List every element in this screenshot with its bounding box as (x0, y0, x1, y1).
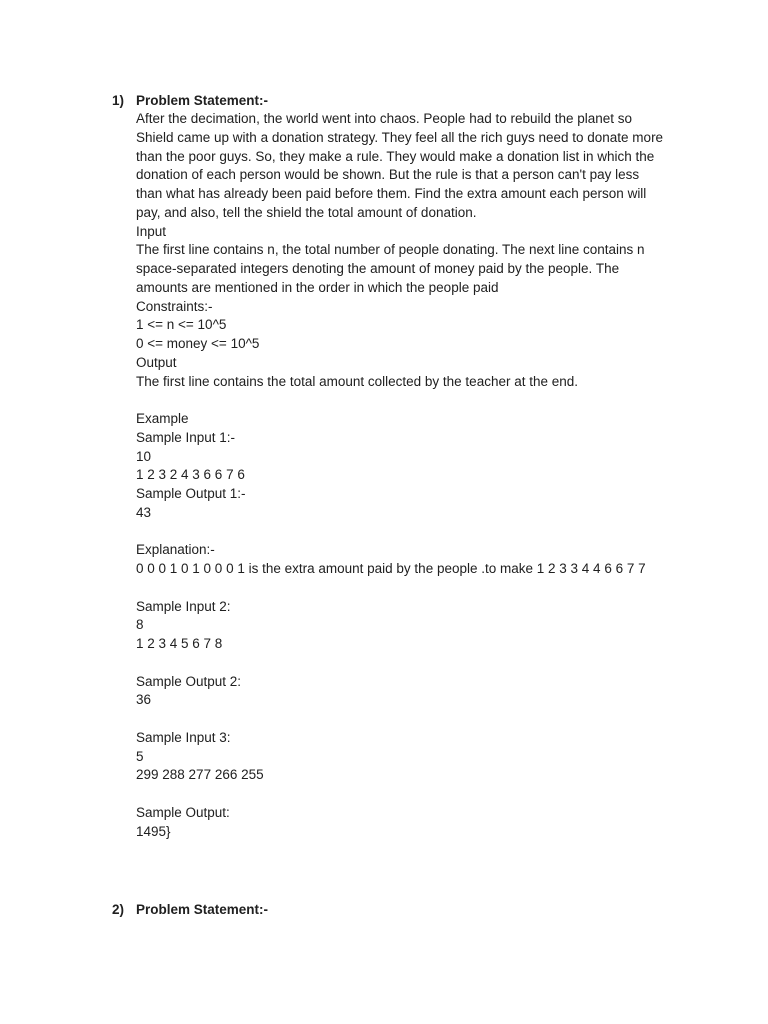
sample-input-2-label: Sample Input 2: (136, 598, 231, 614)
sample-input-2-line: 1 2 3 4 5 6 7 8 (136, 636, 223, 651)
sample-output-1-label: Sample Output 1:- (136, 486, 246, 501)
sample-output-2-value: 36 (136, 692, 152, 708)
spacer (136, 710, 696, 729)
spacer (136, 391, 696, 410)
problem-title: Problem Statement:- (136, 902, 269, 917)
sample-output-1-value: 43 (136, 504, 152, 520)
explanation-line: 0 0 0 1 0 1 0 0 0 1 is the extra amount paid by the people .to make 1 2 3 3 4 4 6 6 7 7 (136, 561, 646, 576)
sample-output-2-label: Sample Output 2: (136, 673, 242, 689)
input-line: space-separated integers denoting the amount of money paid by the people. The (136, 261, 620, 276)
sample-input-3-line: 5 (136, 748, 144, 764)
problem-number: 2) (112, 902, 125, 917)
description-line: After the decimation, the world went into chaos. People had to rebuild the planet so (136, 111, 633, 126)
spacer (136, 523, 696, 542)
output-label: Output (136, 354, 177, 370)
problem-body (136, 110, 696, 841)
description-line: than what has already been paid before them. Find the extra amount each person will (136, 186, 647, 201)
problem-number: 1) (112, 93, 125, 108)
input-label: Input (136, 223, 167, 239)
sample-input-3-label: Sample Input 3: (136, 729, 231, 745)
sample-input-1-line: 10 (136, 448, 152, 464)
description-line: pay, and also, tell the shield the total amount of donation. (136, 204, 477, 220)
sample-output-3-value: 1495} (136, 823, 171, 839)
problem-title: Problem Statement:- (136, 93, 269, 108)
spacer (136, 654, 696, 673)
sample-output-3-label: Sample Output: (136, 804, 230, 820)
constraint-line: 1 <= n <= 10^5 (136, 317, 227, 333)
sample-input-2-line: 8 (136, 617, 144, 633)
sample-input-3-line: 299 288 277 266 255 (136, 767, 264, 783)
output-line: The first line contains the total amount collected by the teacher at the end. (136, 373, 579, 389)
description-line: than the poor guys. So, they make a rule. They would make a donation list in which the (136, 148, 655, 164)
sample-input-1-label: Sample Input 1:- (136, 429, 236, 445)
constraints-label: Constraints:- (136, 298, 213, 314)
description-line: donation of each person would be shown. But the rule is that a person can't pay less (136, 167, 640, 183)
description-line: Shield came up with a donation strategy. They feel all the rich guys need to donate more (136, 129, 664, 145)
input-line: amounts are mentioned in the order in which the people paid (136, 279, 499, 295)
constraint-line: 0 <= money <= 10^5 (136, 336, 260, 351)
example-label: Example (136, 411, 189, 426)
spacer (136, 785, 696, 804)
explanation-label: Explanation:- (136, 542, 215, 558)
input-line: The first line contains n, the total number of people donating. The next line contains n (136, 242, 645, 258)
sample-input-1-line: 1 2 3 2 4 3 6 6 7 6 (136, 467, 245, 483)
spacer (136, 579, 696, 598)
